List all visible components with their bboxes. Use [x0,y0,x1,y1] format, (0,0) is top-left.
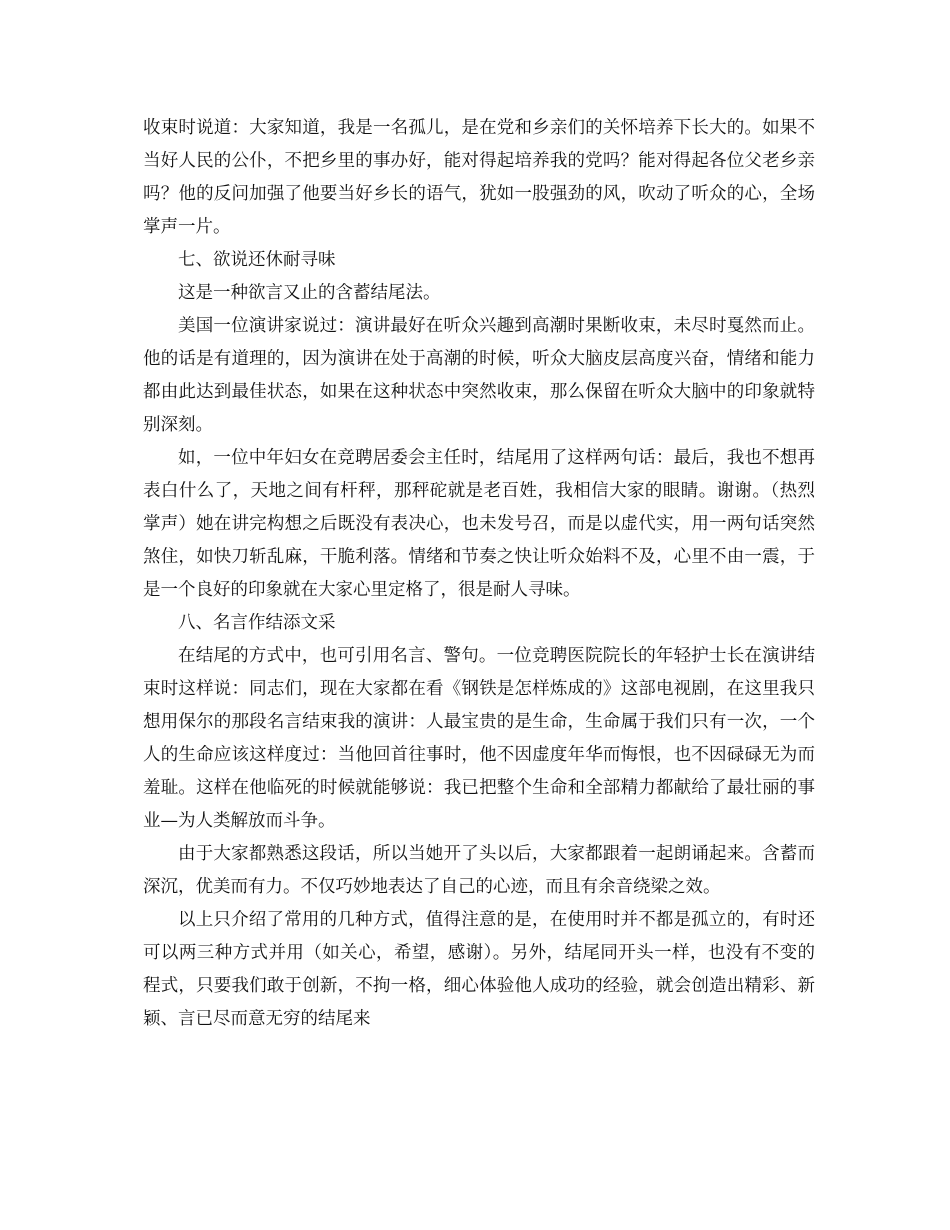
section-heading-8: 八、名言作结添文采 [178,613,336,633]
body-paragraph: 如，一位中年妇女在竞聘居委会主任时，结尾用了这样两句话：最后，我也不想再表白什么了，天地之间有杆秤，那秤砣就是老百姓，我相信大家的眼睛。谢谢。（热烈掌声）她在讲完构想之后既没有表决心，也未发号召，而是以虚代实，用一两句话突然煞住，如快刀斩乱麻，干脆利落。情绪和节奏之快让听众始料不及，心里不由一震，于是一个良好的印象就在大家心里定格了，很是耐人寻味。 [143,448,815,600]
body-paragraph: 在结尾的方式中，也可引用名言、警句。一位竞聘医院院长的年轻护士长在演讲结束时这样说：同志们，现在大家都在看《钢铁是怎样炼成的》这部电视剧，在这里我只想用保尔的那段名言结束我的演讲：人最宝贵的是生命，生命属于我们只有一次，一个人的生命应该这样度过：当他回首往事时，他不因虚度年华而悔恨，也不因碌碌无为而羞耻。这样在他临死的时候就能够说：我已把整个生命和全部精力都献给了最壮丽的事业—为人类解放而斗争。 [143,646,815,831]
body-paragraph-continued: 收束时说道：大家知道，我是一名孤儿，是在党和乡亲们的关怀培养下长大的。如果不当好人民的公仆，不把乡里的事办好，能对得起培养我的党吗？能对得起各位父老乡亲吗？他的反问加强了他要当好乡长的语气，犹如一股强劲的风，吹动了听众的心，全场掌声一片。 [143,118,815,237]
body-paragraph: 由于大家都熟悉这段话，所以当她开了头以后，大家都跟着一起朗诵起来。含蓄而深沉，优美而有力。不仅巧妙地表达了自己的心迹，而且有余音绕梁之效。 [143,844,815,897]
body-paragraph: 这是一种欲言又止的含蓄结尾法。 [178,283,441,303]
body-paragraph: 以上只介绍了常用的几种方式，值得注意的是，在使用时并不都是孤立的，有时还可以两三种方式并用（如关心，希望，感谢）。另外，结尾同开头一样，也没有不变的程式，只要我们敢于创新，不拘一格，细心体验他人成功的经验，就会创造出精彩、新颖、言已尽而意无穷的结尾来 [143,910,815,1029]
body-paragraph: 美国一位演讲家说过：演讲最好在听众兴趣到高潮时果断收束，未尽时戛然而止。他的话是有道理的，因为演讲在处于高潮的时候，听众大脑皮层高度兴奋，情绪和能力都由此达到最佳状态，如果在这种状态中突然收束，那么保留在听众大脑中的印象就特别深刻。 [143,316,815,435]
document-page [143,112,815,1036]
section-heading-7: 七、欲说还休耐寻味 [178,250,336,270]
